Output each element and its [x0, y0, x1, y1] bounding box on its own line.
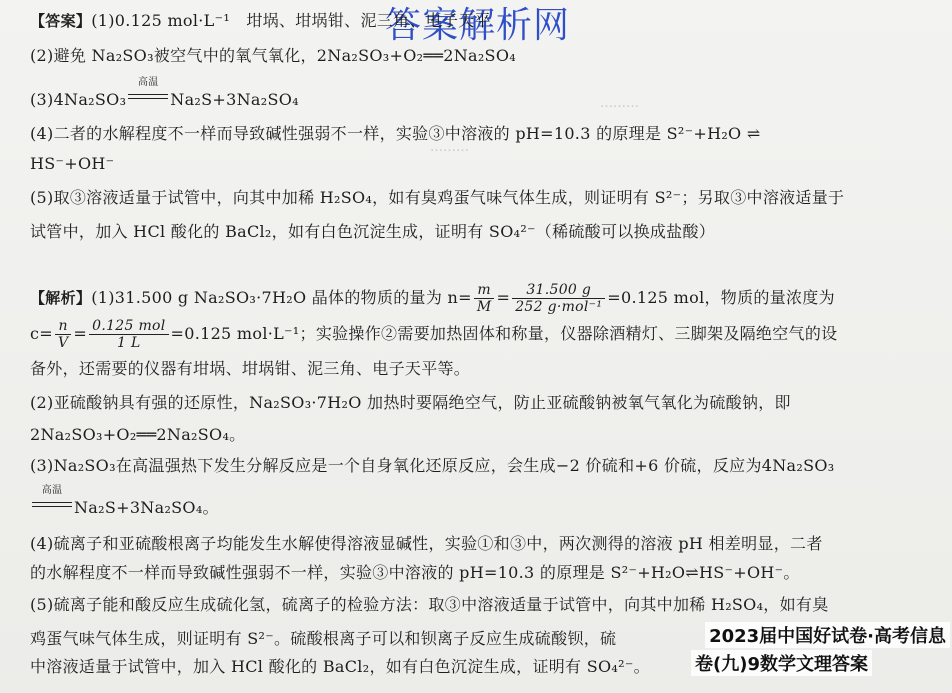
analysis-line-6: (3)Na₂SO₃在高温强热下发生分解反应是一个自身氧化还原反应，会生成−2 价硫和+6 价硫，反应为4Na₂SO₃	[30, 456, 835, 475]
answer-line-7: 试管中，加入 HCl 酸化的 BaCl₂，如有白色沉淀生成，证明有 SO₄²⁻（稀硫酸可以换成盐酸）	[30, 222, 716, 241]
analysis-line-2: c= $\frac{n}{V}$ = $\frac{\text{0.125 mol}}{1 L}$ =0.125 mol·L⁻¹；实验操作②需要加热固体和称量，仪器除酒精灯、三脚架及隔绝空气的设	[30, 318, 838, 351]
analysis-line-8: (4)硫离子和亚硫酸根离子均能发生水解使得溶液显碱性，实验①和③中，两次测得的溶液 pH 相差明显，二者	[30, 534, 823, 553]
analysis-label: 【解析】	[30, 289, 92, 307]
high-temp-arrow: 高温	[30, 497, 74, 519]
fraction-mass-over-molar-mass: $\frac{31.500 g}{\text{252 g·mol⁻¹}}$	[512, 282, 605, 315]
caption-line-1: 2023届中国好试卷·高考信息	[705, 622, 950, 648]
high-temp-arrow: 高温	[126, 89, 170, 111]
answer-line-1: 【答案】(1)0.125 mol·L⁻¹ 坩埚、坩埚钳、泥三角、电子天平	[30, 11, 491, 30]
analysis-line-4: (2)亚硫酸钠具有强的还原性，Na₂SO₃·7H₂O 加热时要隔绝空气，防止亚硫酸钠被氧气氧化为硫酸钠，即	[30, 393, 791, 412]
fraction-mol-over-litre: $\frac{\text{0.125 mol}}{1 L}$	[89, 318, 168, 351]
analysis-line-7: 高温 Na₂S+3Na₂SO₄。	[30, 497, 219, 519]
watermark-text: 答案解析网	[385, 5, 571, 46]
fraction-m-over-M: $\frac{m}{M}$	[474, 282, 495, 315]
answer-label: 【答案】	[30, 12, 92, 30]
analysis-line-9: 的水解程度不一样而导致碱性强弱不一样，实验③中溶液的 pH=10.3 的原理是 S²⁻+H₂O⇌HS⁻+OH⁻。	[30, 563, 800, 582]
answer-line-2: (2)避免 Na₂SO₃被空气中的氧气氧化，2Na₂SO₃+O₂══2Na₂SO₄	[30, 46, 516, 65]
answer-line-4: (4)二者的水解程度不一样而导致碱性强弱不一样，实验③中溶液的 pH=10.3 的原理是 S²⁻+H₂O ⇌	[30, 124, 761, 143]
answer-line-3: (3)4Na₂SO₃ 高温 Na₂S+3Na₂SO₄	[30, 77, 299, 109]
bleed-through-text: ………	[430, 140, 469, 155]
bleed-through-text: ………	[600, 96, 639, 111]
answer-line-6: (5)取③溶液适量于试管中，向其中加稀 H₂SO₄，如有臭鸡蛋气味气体生成，则证明有 S²⁻；另取③中溶液适量于	[30, 188, 845, 207]
analysis-line-5: 2Na₂SO₃+O₂══2Na₂SO₄。	[30, 425, 246, 444]
answer-line-5: HS⁻+OH⁻	[30, 154, 115, 173]
analysis-line-10: (5)硫离子能和酸反应生成硫化氢，硫离子的检验方法：取③中溶液适量于试管中，向其中加稀 H₂SO₄，如有臭	[30, 595, 829, 614]
analysis-line-3: 备外，还需要的仪器有坩埚、坩埚钳、泥三角、电子天平等。	[30, 359, 471, 378]
analysis-line-12: 中溶液适量于试管中，加入 HCl 酸化的 BaCl₂，如有白色沉淀生成，证明有 SO₄²⁻。	[30, 657, 650, 676]
fraction-n-over-V: $\frac{n}{V}$	[55, 318, 71, 351]
analysis-line-1: 【解析】(1)31.500 g Na₂SO₃·7H₂O 晶体的物质的量为 n= $\frac{m}{M}$ = $\frac{31.500 g}{\text{252 g·mol⁻¹}}$ =0.125 mol，物质的量浓度为	[30, 282, 835, 315]
analysis-line-11: 鸡蛋气味气体生成，则证明有 S²⁻。硫酸根离子可以和钡离子反应生成硫酸钡，硫	[30, 629, 617, 648]
caption-line-2: 卷(九)9数学文理答案	[691, 650, 872, 676]
